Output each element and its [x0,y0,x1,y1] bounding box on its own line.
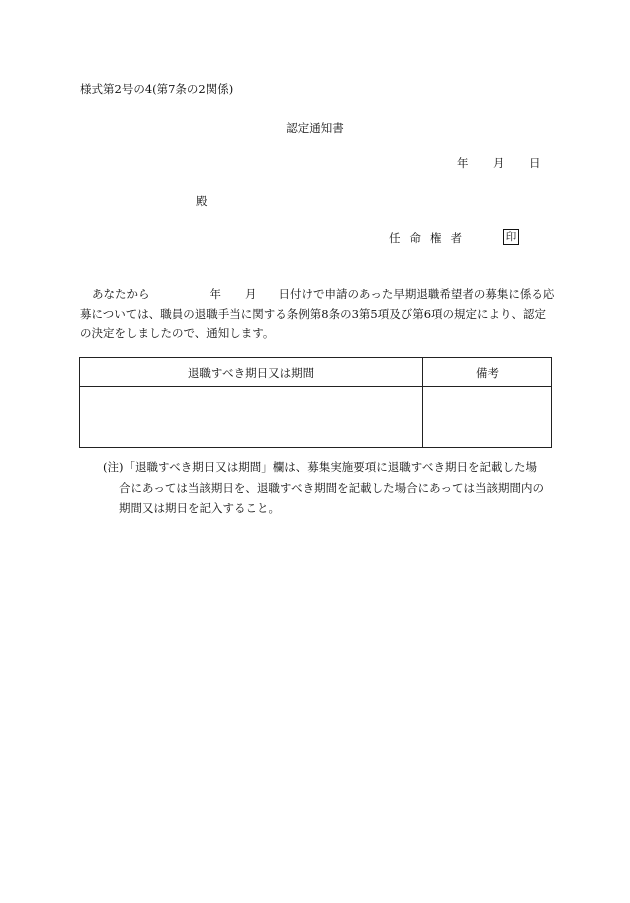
body-month-label: 月 [245,287,257,301]
retirement-date-table [79,357,552,448]
document-title: 認定通知書 [286,121,344,135]
seal-mark: 印 [503,229,519,245]
date-day-label: 日 [529,156,541,170]
note-line-3: 期間又は期日を記入すること。 [119,501,280,515]
body-line-3: の決定をしましたので、通知します。 [80,326,275,340]
notice-body [80,285,555,344]
form-number: 様式第2号の4(第7条の2関係) [80,82,234,96]
date-month-label: 月 [493,156,505,170]
body-line-2: 募については、職員の退職手当に関する条例第8条の3第5項及び第6項の規定により、認定 [80,306,547,321]
body-line-1 [80,285,555,305]
note-line-2: 合にあっては当該期日を、退職すべき期間を記載した場合にあっては当該期間内の [119,480,545,495]
addressee-suffix: 殿 [196,194,208,208]
body-year-label: 年 [209,287,221,301]
body-line-1-start: あなたから [92,287,150,301]
date-year-label: 年 [457,156,469,170]
appointing-authority-label: 任命権者 [389,231,471,245]
body-line-1-end: 日付けで申請のあった早期退職希望者の募集に係る応 [278,287,555,301]
cell-remarks[interactable] [423,387,552,447]
cell-retirement-date-or-period[interactable] [80,387,422,447]
header-retirement-date-or-period: 退職すべき期日又は期間 [187,366,315,380]
header-remarks: 備考 [476,366,499,380]
footnote [103,457,555,519]
note-line-1: (注)「退職すべき期日又は期間」欄は、募集実施要項に退職すべき期日を記載した場 [103,460,538,474]
